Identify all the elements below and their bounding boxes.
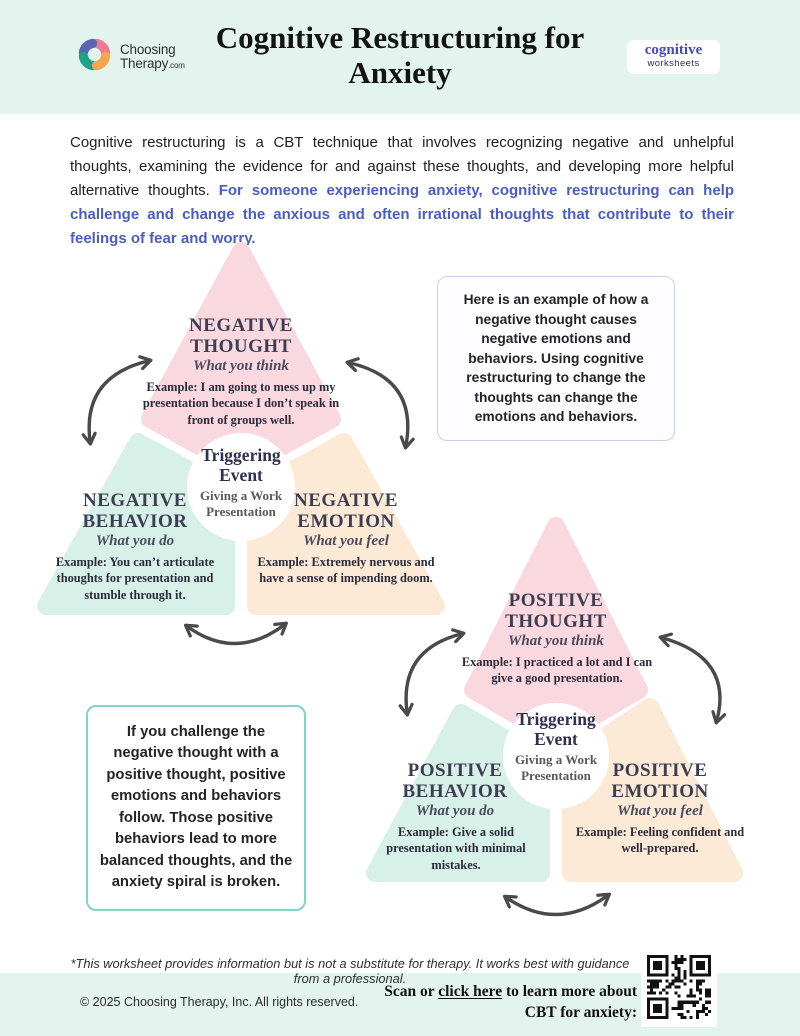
triggering-event-title: Triggering Event bbox=[201, 445, 281, 485]
intro-blue-text: For someone experiencing anxiety, cognitive restructuring can help challenge and change the anxious and often irrational thoughts that contribute to their feelings of fear and worry. bbox=[70, 182, 735, 247]
positive-emotion-title: POSITIVE EMOTION bbox=[611, 760, 709, 803]
disclaimer-text: *This worksheet provides information but is not a substitute for therapy. It works best with guidance from a professional. bbox=[70, 956, 630, 986]
positive-behavior-example: Example: Give a solid presentation with minimal mistakes. bbox=[386, 825, 526, 872]
cognitive-worksheets-badge: cognitive worksheets bbox=[627, 40, 720, 74]
positive-challenge-note: If you challenge the negative thought with a positive thought, positive emotions and behaviors follow. Those positive behaviors lead to more balanced thoughts, and the anxiety spiral is broken. bbox=[86, 705, 306, 911]
curved-arrow-icon bbox=[188, 625, 284, 644]
positive-emotion-example: Example: Feeling confident and well-prepared. bbox=[575, 825, 745, 856]
negative-emotion-example: Example: Extremely nervous and have a sense of impending doom. bbox=[257, 555, 435, 586]
scan-instruction: Scan or click here to learn more about CBT for anxiety: bbox=[384, 983, 637, 1021]
curved-arrow-icon bbox=[507, 896, 607, 915]
copyright-text: © 2025 Choosing Therapy, Inc. All rights reserved. bbox=[80, 995, 359, 1009]
intro-black-text: Cognitive restructuring is a CBT technique that involves recognizing negative and unhelpful thoughts, examining the evidence for and against these thoughts, and developing more helpful alternative thoughts. bbox=[70, 134, 734, 199]
page-title: Cognitive Restructuring for Anxiety bbox=[215, 20, 585, 91]
positive-emotion-subtitle: What you feel bbox=[617, 803, 703, 819]
triggering-event-subtitle: Giving a Work Presentation bbox=[514, 752, 598, 784]
triggering-event-subtitle: Giving a Work Presentation bbox=[199, 488, 283, 520]
curved-arrow-icon bbox=[89, 361, 148, 441]
negative-thought-subtitle: What you think bbox=[193, 358, 289, 374]
negative-behavior-title: NEGATIVE BEHAVIOR bbox=[82, 490, 188, 533]
positive-thought-subtitle: What you think bbox=[508, 633, 604, 649]
brand-logo bbox=[76, 36, 185, 78]
positive-behavior-subtitle: What you do bbox=[415, 803, 495, 819]
positive-thought-example: Example: I practiced a lot and I can give a good presentation. bbox=[461, 655, 653, 686]
intro-paragraph bbox=[70, 131, 734, 251]
click-here-link[interactable]: click here bbox=[438, 983, 503, 1000]
negative-thought-example: Example: I am going to mess up my presentation because I don’t speak in front of groups well. bbox=[142, 380, 340, 427]
negative-emotion-subtitle: What you feel bbox=[303, 533, 389, 549]
positive-behavior-title: POSITIVE BEHAVIOR bbox=[402, 760, 508, 803]
qr-code bbox=[641, 947, 717, 1027]
triggering-event-title: Triggering Event bbox=[516, 709, 596, 749]
brand-name: Choosing Therapy.com bbox=[120, 41, 185, 71]
negative-example-note: Here is an example of how a negative thought causes negative emotions and behaviors. Using cognitive restructuring to change the thoughts can change the emotions and behaviors. bbox=[437, 276, 675, 441]
choosing-therapy-logo-icon bbox=[76, 36, 113, 78]
negative-behavior-subtitle: What you do bbox=[95, 533, 175, 549]
negative-emotion-title: NEGATIVE EMOTION bbox=[294, 490, 398, 533]
negative-thought-title: NEGATIVE THOUGHT bbox=[189, 315, 293, 358]
positive-thought-title: POSITIVE THOUGHT bbox=[505, 590, 607, 633]
negative-behavior-example: Example: You can’t articulate thoughts for presentation and stumble through it. bbox=[55, 555, 215, 602]
positive-cycle-diagram bbox=[345, 508, 775, 938]
curved-arrow-icon bbox=[350, 363, 408, 445]
curved-arrow-icon bbox=[663, 638, 720, 720]
